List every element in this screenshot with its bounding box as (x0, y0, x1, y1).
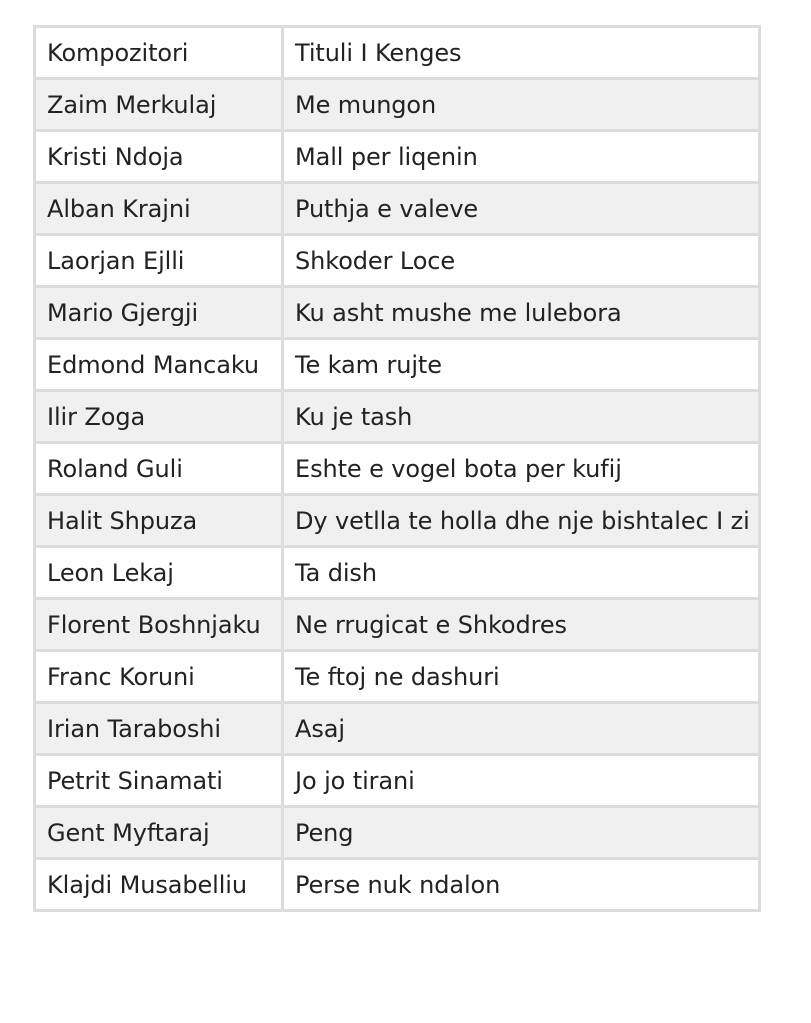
composer-cell: Roland Guli (35, 443, 283, 495)
table-row (35, 339, 760, 391)
song-title-cell: Me mungon (283, 79, 760, 131)
song-title-cell: Ne rrugicat e Shkodres (283, 599, 760, 651)
table-row (35, 79, 760, 131)
table-row (35, 131, 760, 183)
table-row (35, 391, 760, 443)
song-title-cell: Ku asht mushe me lulebora (283, 287, 760, 339)
song-title-cell: Dy vetlla te holla dhe nje bishtalec I zi (283, 495, 760, 547)
table-row (35, 287, 760, 339)
composer-cell: Leon Lekaj (35, 547, 283, 599)
song-table-container (33, 25, 761, 912)
header-composer: Kompozitori (35, 27, 283, 79)
composer-cell: Franc Koruni (35, 651, 283, 703)
table-row (35, 235, 760, 287)
table-row (35, 547, 760, 599)
song-title-cell: Jo jo tirani (283, 755, 760, 807)
composer-cell: Mario Gjergji (35, 287, 283, 339)
table-row (35, 183, 760, 235)
table-row (35, 599, 760, 651)
table-row (35, 859, 760, 911)
composer-cell: Irian Taraboshi (35, 703, 283, 755)
song-title-cell: Eshte e vogel bota per kufij (283, 443, 760, 495)
table-row (35, 651, 760, 703)
composer-cell: Gent Myftaraj (35, 807, 283, 859)
table-row (35, 703, 760, 755)
composer-cell: Edmond Mancaku (35, 339, 283, 391)
song-title-cell: Peng (283, 807, 760, 859)
composer-cell: Florent Boshnjaku (35, 599, 283, 651)
song-title-cell: Te ftoj ne dashuri (283, 651, 760, 703)
song-title-cell: Ta dish (283, 547, 760, 599)
header-song-title: Tituli I Kenges (283, 27, 760, 79)
composer-cell: Klajdi Musabelliu (35, 859, 283, 911)
song-table (33, 25, 761, 912)
song-title-cell: Asaj (283, 703, 760, 755)
table-header-row (35, 27, 760, 79)
composer-cell: Zaim Merkulaj (35, 79, 283, 131)
composer-cell: Petrit Sinamati (35, 755, 283, 807)
composer-cell: Kristi Ndoja (35, 131, 283, 183)
song-title-cell: Perse nuk ndalon (283, 859, 760, 911)
song-title-cell: Ku je tash (283, 391, 760, 443)
song-title-cell: Puthja e valeve (283, 183, 760, 235)
song-title-cell: Shkoder Loce (283, 235, 760, 287)
composer-cell: Laorjan Ejlli (35, 235, 283, 287)
table-row (35, 495, 760, 547)
composer-cell: Alban Krajni (35, 183, 283, 235)
composer-cell: Halit Shpuza (35, 495, 283, 547)
table-row (35, 443, 760, 495)
song-title-cell: Te kam rujte (283, 339, 760, 391)
table-row (35, 807, 760, 859)
song-title-cell: Mall per liqenin (283, 131, 760, 183)
composer-cell: Ilir Zoga (35, 391, 283, 443)
table-row (35, 755, 760, 807)
